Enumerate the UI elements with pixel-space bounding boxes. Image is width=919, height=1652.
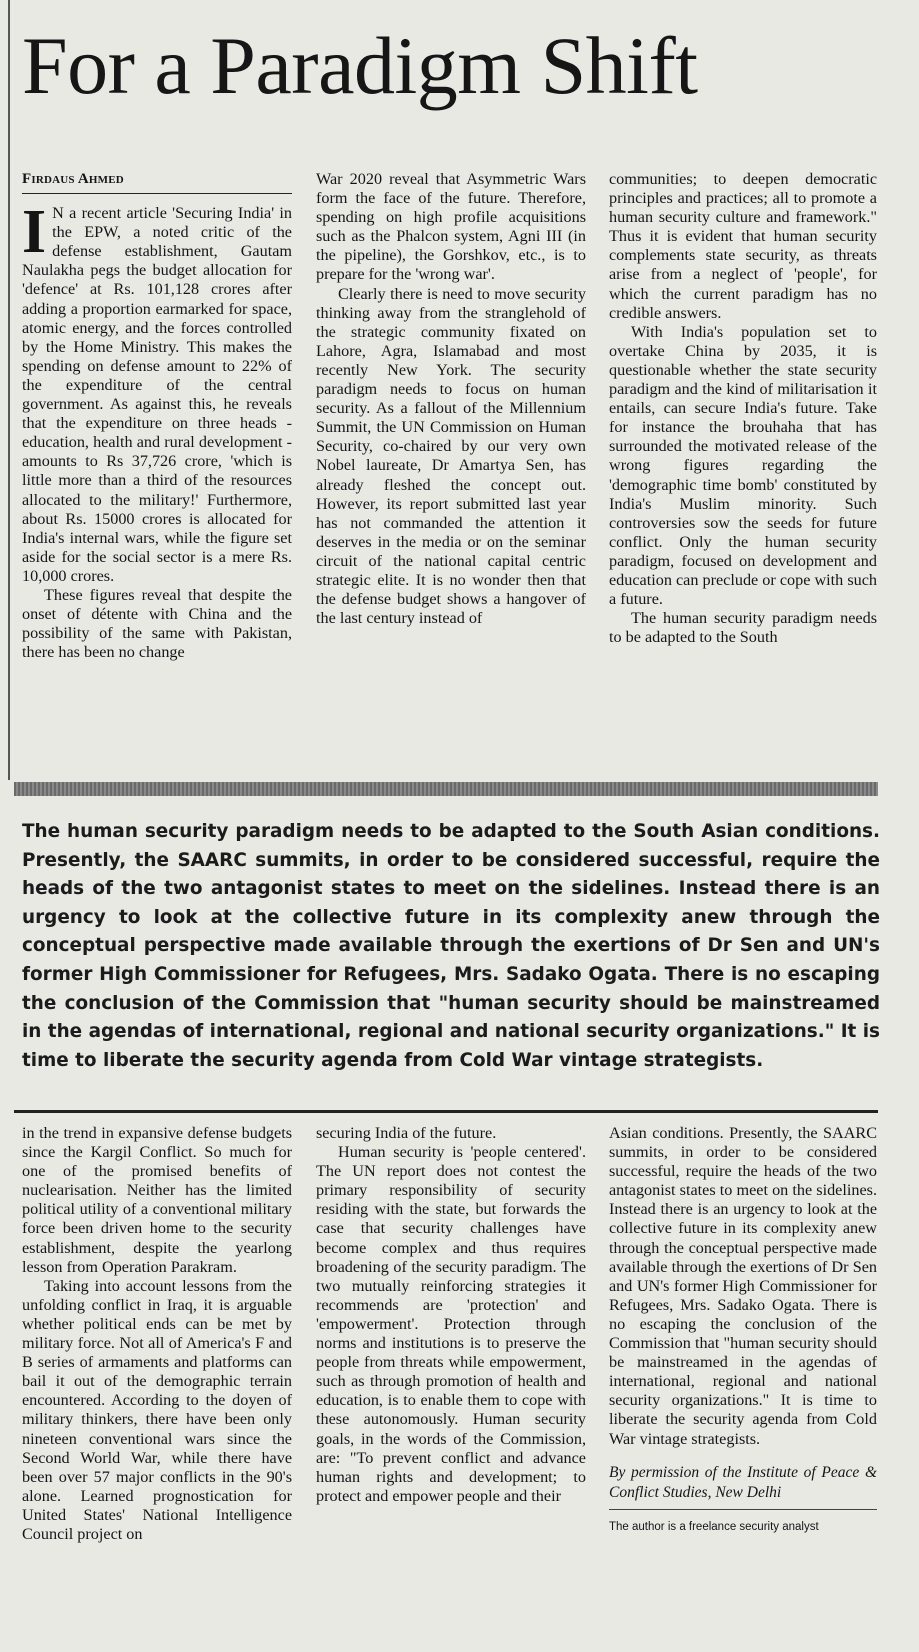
paragraph: With India's population set to overtake China by 2035, it is questionable whether the state security paradigm and the kind of militarisation it entails, can secure India's future. Take for instance the brouhaha that has surrounded the motivated release of the wrong figures regarding the 'demographic time bomb' constituted by India's Muslim minority. Such controversies sow the seeds for future conflict. Only the human security paradigm, focused on development and education can preclude or cope with such a future. (609, 322, 877, 609)
paragraph: These figures reveal that despite the onset of détente with China and the possibility of the same with Pakistan, there has been no change (22, 585, 292, 662)
top-column-3 (609, 170, 877, 647)
bottom-column-1 (22, 1124, 292, 1544)
author-note: The author is a freelance security analyst (609, 1520, 819, 1533)
pullquote-rule (14, 1110, 878, 1113)
paragraph: Taking into account lessons from the unfolding conflict in Iraq, it is arguable whether political ends can be met by military force. Not all of America's F and B series of armaments and platforms can bail it out of the demographic terrain encountered. According to the doyen of military thinkers, there have been only nineteen conventional wars since the Second World War, while there have been over 57 major conflicts in the 90's alone. Learned prognostication for United States' National Intelligence Council project on (22, 1276, 292, 1543)
margin-rule (8, 0, 10, 780)
paragraph: War 2020 reveal that Asymmetric Wars form the face of the future. Therefore, spending on high profile acquisitions such as the Phalcon system, Agni III (in the pipeline), the Gorshkov, etc., is to prepare for the 'wrong war'. (316, 170, 586, 284)
credit-line: By permission of the Institute of Peace & Conflict Studies, New Delhi (609, 1463, 877, 1501)
pullquote-band (14, 782, 878, 796)
paragraph: securing India of the future. (316, 1124, 497, 1142)
paragraph: Asian conditions. Presently, the SAARC summits, in order to be considered successful, require the heads of the two antagonist states to meet on the sidelines. Instead there is an urgency to look at the collective future in its complexity anew through the conceptual perspective made available through the exertions of Dr Sen and UN's former High Commissioner for Refugees, Mrs. Sadako Ogata. There is no escaping the conclusion of the Commission that "human security should be mainstreamed in the agendas of international, regional and national security organizations." It is time to liberate the security agenda from Cold War vintage strategists. (609, 1124, 877, 1448)
pullquote: The human security paradigm needs to be adapted to the South Asian conditions. Presently, the SAARC summits, in order to be considered successful, require the heads of the two antagonist states to meet on the sidelines. Instead there is an urgency to look at the collective future in its complexity anew through the conceptual perspective made available through the exertions of Dr Sen and UN's former High Commissioner for Refugees, Mrs. Sadako Ogata. There is no escaping the conclusion of the Commission that "human security should be mainstreamed in the agendas of international, regional and national security organizations." It is time to liberate the security agenda from Cold War vintage strategists. (22, 821, 880, 1071)
paragraph: Human security is 'people centered'. The UN report does not contest the primary responsibility of security residing with the state, but forwards the case that security challenges have become complex and thus requires broadening of the security paradigm. The two mutually reinforcing strategies it recommends are 'protection' and 'empowerment'. Protection through norms and institutions is to preserve the people from threats while empowerment, such as through promotion of health and education, is to enable them to cope with these autonomously. Human security goals, in the words of the Commission, are: "To prevent conflict and advance human rights and development; to protect and empower people and their (316, 1143, 586, 1505)
bottom-column-3 (609, 1124, 877, 1537)
top-column-1 (22, 171, 292, 662)
bottom-column-2 (316, 1124, 586, 1506)
drop-cap: I (22, 198, 47, 267)
paragraph: communities; to deepen democratic principles and practices; all to promote a human security culture and framework." Thus it is evident that human security complements state security, as threats arise from a neglect of 'people', for which the current paradigm has no credible answers. (609, 170, 877, 322)
byline: Firdaus Ahmed (22, 170, 292, 194)
credit-rule (609, 1509, 877, 1510)
paragraph: Clearly there is need to move security thinking away from the stranglehold of the strategic community fixated on Lahore, Agra, Islamabad and most recently New York. The security paradigm needs to focus on human security. As a fallout of the Millennium Summit, the UN Commission on Human Security, co-chaired by our very own Nobel laureate, Dr Amartya Sen, has already fleshed the concept out. However, its report submitted last year has not commanded the attention it deserves in the media or on the seminar circuit of the national capital centric strategic elite. It is no wonder then that the defense budget shows a hangover of the last century instead of (316, 284, 586, 628)
paragraph: I N a recent article 'Securing India' in the EPW, a noted critic of the defense establishment, Gautam Naulakha pegs the budget allocation for 'defence' at Rs. 101,128 crores after adding a proportion earmarked for space, atomic energy, and the forces controlled by the Home Ministry. This makes the spending on defense amount to 22% of the expenditure of the central government. As against this, he reveals that the expenditure on three heads - education, health and rural development - amounts to Rs 37,726 crore, 'which is little more than a third of the resources allocated to the military!' Furthermore, about Rs. 15000 crores is allocated for India's internal wars, while the figure set aside for the social sector is a mere Rs. 10,000 crores. (22, 198, 292, 585)
article-title: For a Paradigm Shift (22, 20, 698, 111)
paragraph: The human security paradigm needs to be adapted to the South (609, 609, 877, 647)
top-column-2 (316, 170, 586, 628)
paragraph: in the trend in expansive defense budgets since the Kargil Conflict. So much for one of the promised benefits of nuclearisation. Neither has the limited political utility of a conventional military force been driven home to the security establishment, despite the yearlong lesson from Operation Parakram. (22, 1124, 292, 1276)
